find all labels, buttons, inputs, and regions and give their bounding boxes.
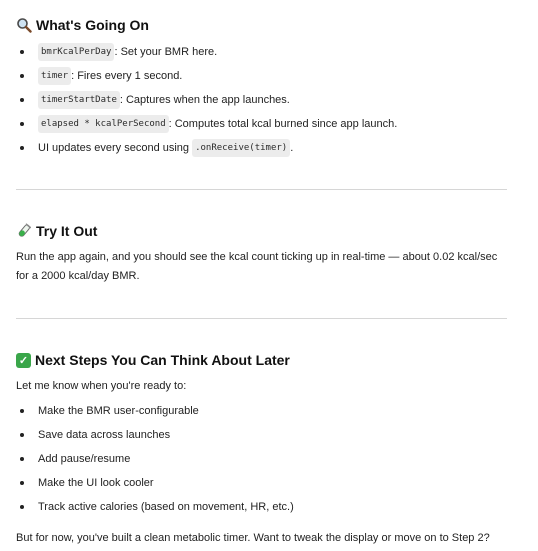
try-it-out-paragraph: Run the app again, and you should see the kcal count ticking up in real-time — about 0.02 kcal/sec for a 2000 kcal/day BMR.	[16, 251, 498, 282]
section-heading-next-steps	[16, 352, 290, 368]
closing-paragraph: But for now, you've built a clean metabolic timer. Want to tweak the display or move on to Step 2?	[16, 532, 490, 544]
list-item	[16, 40, 512, 64]
list-item	[16, 112, 512, 136]
next-steps-intro: Let me know when you're ready to:	[16, 380, 187, 392]
inline-code: bmrKcalPerDay	[38, 43, 114, 61]
list-item	[16, 136, 512, 160]
list-item-text: : Captures when the app launches.	[119, 94, 290, 106]
inline-code: .onReceive(timer)	[192, 139, 290, 157]
section-title: What's Going On	[36, 17, 149, 33]
next-steps-list	[16, 399, 512, 519]
list-item-text: : Fires every 1 second.	[71, 70, 183, 82]
inline-code: timer	[38, 67, 71, 85]
list-item-text: : Computes total kcal burned since app launch.	[168, 118, 398, 130]
section-heading-try-it-out	[16, 223, 97, 239]
inline-code: elapsed * kcalPerSecond	[38, 115, 169, 133]
check-mark-icon: ✓	[16, 353, 31, 368]
list-item-text: : Set your BMR here.	[114, 46, 218, 58]
list-item-text: UI updates every second using	[38, 142, 193, 154]
magnifier-icon	[16, 17, 32, 33]
divider	[16, 318, 507, 319]
list-item: Track active calories (based on movement, HR, etc.)	[16, 495, 512, 519]
list-item: Save data across launches	[16, 423, 512, 447]
list-item: Make the BMR user-configurable	[16, 399, 512, 423]
test-tube-icon	[16, 223, 32, 239]
explanation-list	[16, 40, 512, 160]
list-item	[16, 88, 512, 112]
list-item: Make the UI look cooler	[16, 471, 512, 495]
divider	[16, 189, 507, 190]
list-item	[16, 64, 512, 88]
list-item-text: .	[290, 142, 294, 154]
section-title: Try It Out	[36, 223, 98, 239]
inline-code: timerStartDate	[38, 91, 120, 109]
section-title: Next Steps You Can Think About Later	[35, 352, 290, 368]
list-item: Add pause/resume	[16, 447, 512, 471]
section-heading-whats-going-on	[16, 17, 149, 33]
